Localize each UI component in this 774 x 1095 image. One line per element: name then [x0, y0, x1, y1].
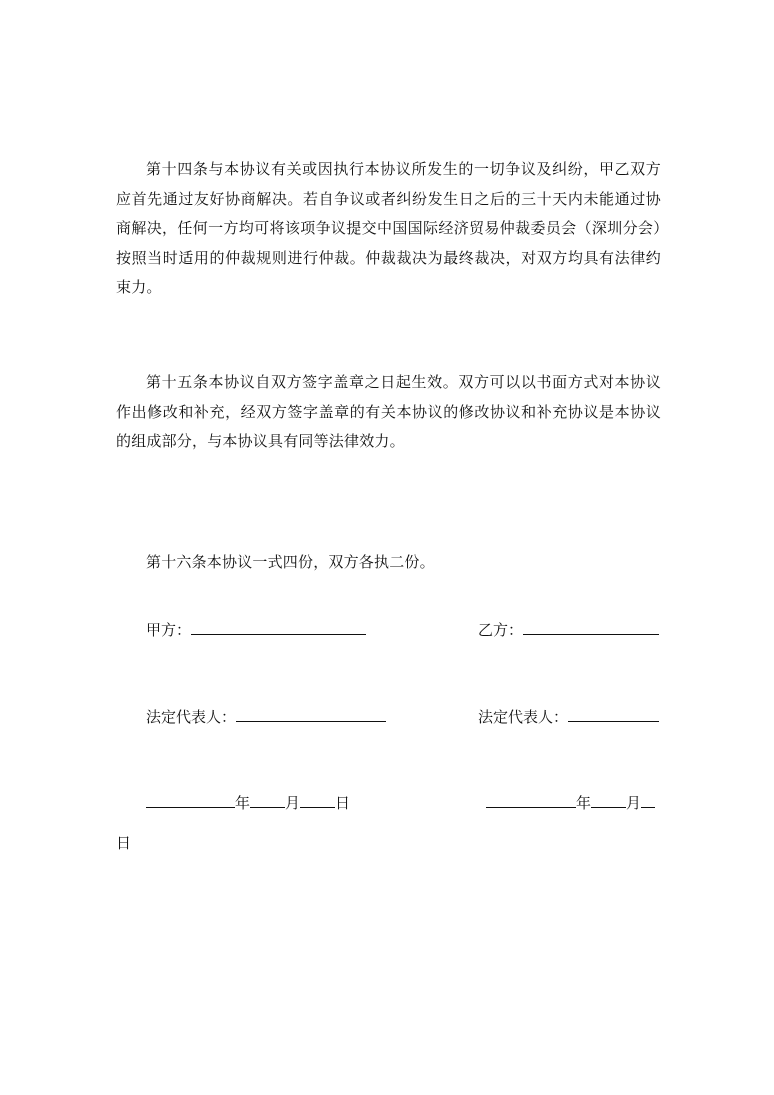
party-a-day-blank[interactable] [300, 790, 335, 808]
party-b-year-blank[interactable] [486, 790, 576, 808]
party-a-date [146, 790, 350, 814]
clause-16: 第十六条本协议一式四份，双方各执二份。 [146, 553, 435, 571]
party-a-rep-label: 法定代表人： [146, 708, 237, 726]
party-b-day-blank[interactable] [641, 790, 655, 808]
party-b-representative [478, 704, 659, 728]
party-a-label: 甲方： [146, 621, 192, 639]
year-label: 年 [576, 794, 592, 812]
party-b-blank[interactable] [523, 617, 659, 635]
clause-15: 第十五条本协议自双方签字盖章之日起生效。双方可以以书面方式对本协议作出修改和补充，经双方签字盖章的有关本协议的修改协议和补充协议是本协议的组成部分，与本协议具有同等法律效力。 [116, 373, 661, 450]
party-b-signature [478, 617, 659, 641]
party-a-year-blank[interactable] [146, 790, 235, 808]
party-a-signature [146, 617, 366, 641]
party-b-date [486, 790, 655, 814]
party-a-month-blank[interactable] [250, 790, 285, 808]
party-a-representative [146, 704, 386, 728]
party-b-rep-label: 法定代表人： [478, 708, 569, 726]
party-b-label: 乙方： [478, 621, 524, 639]
day-label: 日 [335, 794, 351, 812]
day-label: 日 [116, 834, 132, 852]
party-b-day-wrap [116, 832, 131, 854]
party-a-blank[interactable] [191, 617, 366, 635]
month-label: 月 [626, 794, 642, 812]
month-label: 月 [285, 794, 301, 812]
party-b-rep-blank[interactable] [568, 704, 659, 722]
party-b-month-blank[interactable] [591, 790, 626, 808]
clause-14: 第十四条与本协议有关或因执行本协议所发生的一切争议及纠纷，甲乙双方应首先通过友好协商解决。若自争议或者纠纷发生日之后的三十天内未能通过协商解决，任何一方均可将该项争议提交中国国际经济贸易仲裁委员会（深圳分会）按照当时适用的仲裁规则进行仲裁。仲裁裁决为最终裁决，对双方均具有法律约束力。 [116, 160, 661, 296]
year-label: 年 [235, 794, 251, 812]
party-a-rep-blank[interactable] [236, 704, 386, 722]
